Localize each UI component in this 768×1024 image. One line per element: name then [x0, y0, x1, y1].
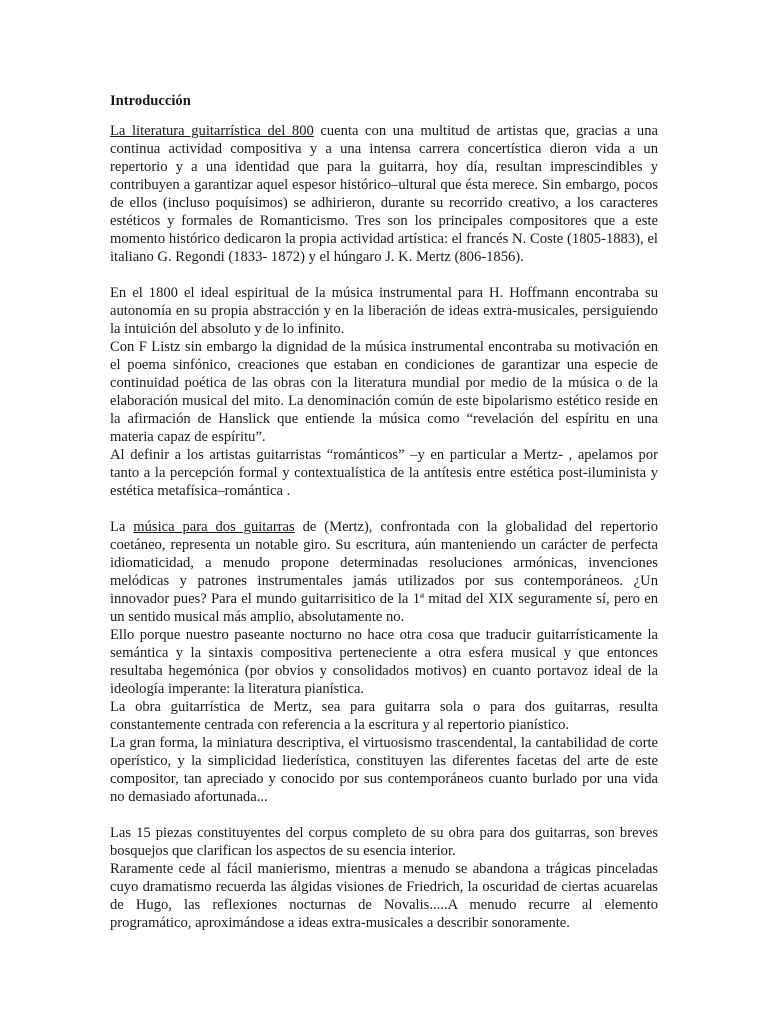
- underlined-phrase: música para dos guitarras: [133, 519, 295, 535]
- paragraph-1: [110, 122, 658, 266]
- paragraph-gap: [110, 806, 658, 824]
- paragraph-7: La obra guitarrística de Mertz, sea para guitarra sola o para dos guitarras, resulta constantemente centrada con referencia a la escritura y al repertorio pianístico.: [110, 699, 658, 733]
- paragraph-text: de (Mertz), confrontada con la globalidad del repertorio coetáneo, representa un notable giro. Su escritura, aún manteniendo un carácter de perfecta idiomaticidad, a menudo propone determinadas resoluciones armónicas, invenciones melódicas y patrones instrumentales jamás utilizados por sus contemporáneos. ¿Un innovador pues? Para el mundo guitarrisitico de la 1ª mitad del XIX seguramente sí, pero en un sentido musical más amplio, absolutamente no.: [110, 519, 658, 625]
- document-page: [110, 92, 658, 932]
- underlined-phrase: La literatura guitarrística del 800: [110, 123, 314, 139]
- paragraph-8: La gran forma, la miniatura descriptiva, el virtuosismo trascendental, la cantabilidad de corte operístico, y la simplicidad liederística, constituyen las diferentes facetas del arte de este compositor, tan apreciado y conocido por sus contemporáneos cuanto burlado por una vida no demasiado afortunada...: [110, 735, 658, 805]
- paragraph-5: [110, 518, 658, 626]
- paragraph-gap: [110, 500, 658, 518]
- paragraph-lead: La: [110, 519, 134, 535]
- paragraph-9: Las 15 piezas constituyentes del corpus completo de su obra para dos guitarras, son breves bosquejos que clarifican los aspectos de su esencia interior.: [110, 825, 658, 859]
- paragraph-text: cuenta con una multitud de artistas que, gracias a una continua actividad compositiva y a una intensa carrera concertística dieron vida a un repertorio y a una identidad que para la guitarra, hoy día, resultan imprescindibles y contribuyen a garantizar aquel espesor histórico–ultural que ésta merece. Sin embargo, pocos de ellos (incluso poquísimos) se adhirieron, durante su recorrido creativo, a los caracteres estéticos y formales de Romanticismo. Tres son los principales compositores que a este momento histórico dedicaron la propia actividad artística: el francés N. Coste (1805-1883), el italiano G. Regondi (1833- 1872) y el húngaro J. K. Mertz (806-1856).: [110, 123, 659, 265]
- paragraph-10: Raramente cede al fácil manierismo, mientras a menudo se abandona a trágicas pinceladas cuyo dramatismo recuerda las álgidas visiones de Friedrich, la oscuridad de ciertas acuarelas de Hugo, las reflexiones nocturnas de Novalis.....A menudo recurre al elemento programático, aproximándose a ideas extra-musicales a describir sonoramente.: [110, 861, 658, 931]
- paragraph-6: Ello porque nuestro paseante nocturno no hace otra cosa que traducir guitarrísticamente la semántica y la sintaxis compositiva perteneciente a otra esfera musical y que entonces resultaba hegemónica (por obvios y consolidados motivos) en cuanto portavoz ideal de la ideología imperante: la literatura pianística.: [110, 627, 658, 697]
- paragraph-4: Al definir a los artistas guitarristas “románticos” –y en particular a Mertz- , apelamos por tanto a la percepción formal y contextualística de la antítesis entre estética post-iluminista y estética metafísica–romántica .: [110, 447, 658, 499]
- paragraph-gap: [110, 266, 658, 284]
- document-heading: Introducción: [110, 93, 191, 109]
- paragraph-2: En el 1800 el ideal espiritual de la música instrumental para H. Hoffmann encontraba su autonomía en su propia abstracción y en la liberación de ideas extra-musicales, persiguiendo la intuición del absoluto y de lo infinito.: [110, 285, 658, 337]
- paragraph-3: Con F Listz sin embargo la dignidad de la música instrumental encontraba su motivación en el poema sinfónico, creaciones que estaban en condiciones de garantizar una especie de continuidad poética de las obras con la literatura mundial por medio de la música o de la elaboración musical del mito. La denominación común de este bipolarismo estético reside en la afirmación de Hanslick que entiende la música como “revelación del espíritu en una materia capaz de espíritu”.: [110, 339, 658, 445]
